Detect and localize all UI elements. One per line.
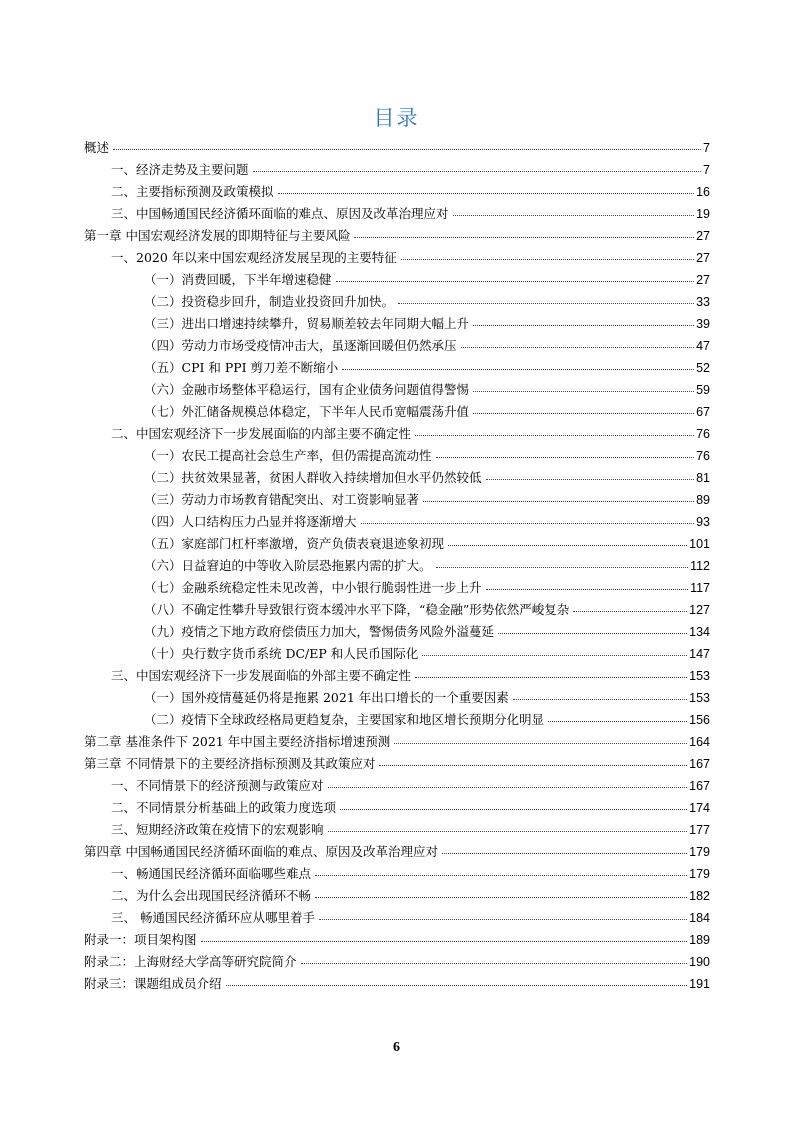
toc-entry-page: 184	[689, 911, 710, 925]
toc-entry-page: 134	[689, 625, 710, 639]
toc-entry[interactable]	[84, 291, 710, 313]
toc-entry[interactable]	[84, 313, 710, 335]
dot-leader	[498, 619, 687, 634]
toc-entry-label: 第四章 中国畅通国民经济循环面临的难点、原因及改革治理应对	[84, 844, 438, 859]
dot-leader	[301, 949, 688, 964]
dot-leader	[336, 267, 695, 282]
toc-entry[interactable]	[84, 731, 710, 753]
toc-entry-label: 二、不同情景分析基础上的政策力度选项	[111, 800, 337, 815]
toc-entry-page: 67	[696, 405, 710, 419]
toc-entry-page: 153	[689, 691, 710, 705]
toc-entry-page: 117	[690, 581, 710, 595]
dot-leader	[398, 289, 694, 304]
toc-entry-page: 189	[689, 933, 710, 947]
toc-entry[interactable]	[84, 357, 710, 379]
toc-entry[interactable]	[84, 511, 710, 533]
toc-entry-label: （六）日益窘迫的中等收入阶层恐拖累内需的扩大。	[144, 558, 432, 573]
table-of-contents	[84, 137, 710, 995]
toc-entry[interactable]	[84, 665, 710, 687]
toc-entry-page: 167	[689, 779, 710, 793]
toc-entry-page: 19	[696, 207, 710, 221]
toc-entry-page: 7	[703, 163, 710, 177]
dot-leader	[513, 685, 687, 700]
toc-entry[interactable]	[84, 907, 710, 929]
toc-entry[interactable]	[84, 841, 710, 863]
toc-entry[interactable]	[84, 621, 710, 643]
toc-entry-label: （四）人口结构压力凸显并将逐渐增大	[144, 514, 357, 529]
toc-entry-label: （三）进出口增速持续攀升，贸易顺差较去年同期大幅上升	[144, 316, 470, 331]
toc-entry-label: 三、中国畅通国民经济循环面临的难点、原因及改革治理应对	[111, 206, 449, 221]
toc-entry-page: 174	[689, 801, 710, 815]
toc-entry-page: 33	[696, 295, 710, 309]
toc-entry-page: 147	[689, 647, 710, 661]
toc-entry-page: 177	[689, 823, 710, 837]
dot-leader	[548, 707, 687, 722]
dot-leader	[473, 399, 694, 414]
dot-leader	[486, 465, 695, 480]
toc-entry-label: （五）CPI 和 PPI 剪刀差不断缩小	[144, 360, 339, 375]
toc-entry-label: （九）疫情之下地方政府偿债压力加大，警惕债务风险外溢蔓延	[144, 624, 495, 639]
toc-entry[interactable]	[84, 555, 710, 577]
toc-entry[interactable]	[84, 863, 710, 885]
dot-leader	[278, 179, 695, 194]
dot-leader	[573, 597, 687, 612]
toc-entry-label: 三、 畅通国民经济循环应从哪里着手	[111, 910, 315, 925]
toc-entry-label: 概述	[84, 140, 110, 155]
toc-entry-label: 二、主要指标预测及政策模拟	[111, 184, 274, 199]
toc-entry-label: （七）金融系统稳定性未见改善，中小银行脆弱性进一步上升	[144, 580, 482, 595]
toc-entry-page: 164	[689, 735, 710, 749]
dot-leader	[315, 883, 687, 898]
toc-entry-label: （一）消费回暖，下半年增速稳健	[144, 272, 332, 287]
toc-entry-label: 第三章 不同情景下的主要经济指标预测及其政策应对	[84, 756, 376, 771]
toc-entry-label: 三、短期经济政策在疫情下的宏观影响	[111, 822, 324, 837]
toc-entry-page: 27	[696, 273, 710, 287]
toc-entry-label: （七）外汇储备规模总体稳定，下半年人民币宽幅震荡升值	[144, 404, 470, 419]
dot-leader	[422, 641, 687, 656]
toc-entry-page: 16	[696, 185, 710, 199]
toc-entry-page: 167	[689, 757, 710, 771]
dot-leader	[486, 575, 689, 590]
toc-entry[interactable]	[84, 467, 710, 489]
toc-entry[interactable]	[84, 203, 710, 225]
toc-entry-page: 89	[696, 493, 710, 507]
dot-leader	[394, 729, 687, 744]
toc-entry[interactable]	[84, 577, 710, 599]
toc-entry[interactable]	[84, 423, 710, 445]
toc-entry-page: 59	[696, 383, 710, 397]
toc-entry-label: 一、不同情景下的经济预测与政策应对	[111, 778, 324, 793]
toc-entry[interactable]	[84, 687, 710, 709]
toc-entry[interactable]	[84, 159, 710, 181]
dot-leader	[354, 223, 694, 238]
toc-entry-page: 127	[689, 603, 710, 617]
toc-entry-label: 第二章 基准条件下 2021 年中国主要经济指标增速预测	[84, 734, 391, 749]
toc-entry-label: （四）劳动力市场受疫情冲击大，虽逐渐回暖但仍然承压	[144, 338, 457, 353]
toc-title: 目录	[373, 106, 420, 130]
toc-entry-page: 153	[689, 669, 710, 683]
toc-entry-page: 52	[696, 361, 710, 375]
toc-entry-page: 39	[696, 317, 710, 331]
toc-entry[interactable]	[84, 445, 710, 467]
toc-entry[interactable]	[84, 137, 710, 159]
toc-entry-page: 76	[696, 449, 710, 463]
dot-leader	[226, 971, 688, 986]
toc-entry-label: （五）家庭部门杠杆率激增，资产负债表衰退迹象初现	[144, 536, 445, 551]
toc-entry-page: 47	[696, 339, 710, 353]
dot-leader	[319, 905, 687, 920]
dot-leader	[315, 861, 687, 876]
dot-leader	[461, 333, 695, 348]
toc-entry-label: 附录一：项目架构图	[84, 932, 197, 947]
dot-leader	[201, 927, 688, 942]
toc-entry-label: （二）投资稳步回升，制造业投资回升加快。	[144, 294, 395, 309]
toc-entry[interactable]	[84, 181, 710, 203]
toc-entry[interactable]	[84, 533, 710, 555]
toc-entry[interactable]	[84, 929, 710, 951]
toc-entry[interactable]	[84, 269, 710, 291]
toc-entry-page: 7	[703, 141, 710, 155]
toc-entry[interactable]	[84, 401, 710, 423]
toc-entry[interactable]	[84, 335, 710, 357]
toc-entry-page: 27	[696, 229, 710, 243]
toc-entry[interactable]	[84, 951, 710, 973]
dot-leader	[453, 201, 695, 216]
toc-entry-label: （八）不确定性攀升导致银行资本缓冲水平下降，“稳金融”形势依然严峻复杂	[144, 602, 570, 617]
dot-leader	[379, 751, 687, 766]
dot-leader	[342, 355, 694, 370]
toc-entry-label: （三）劳动力市场教育错配突出、对工资影响显著	[144, 492, 420, 507]
dot-leader	[340, 795, 687, 810]
toc-entry-label: 一、经济走势及主要问题	[111, 162, 249, 177]
dot-leader	[328, 817, 688, 832]
toc-entry[interactable]	[84, 973, 710, 995]
toc-entry-label: （二）疫情下全球政经格局更趋复杂，主要国家和地区增长预期分化明显	[144, 712, 545, 727]
toc-entry-label: （一）国外疫情蔓延仍将是拖累 2021 年出口增长的一个重要因素	[144, 690, 509, 705]
toc-entry[interactable]	[84, 885, 710, 907]
dot-leader	[361, 509, 695, 524]
toc-entry-page: 179	[689, 845, 710, 859]
toc-entry[interactable]	[84, 489, 710, 511]
toc-entry-label: 附录三：课题组成员介绍	[84, 976, 222, 991]
dot-leader	[415, 663, 687, 678]
toc-entry[interactable]	[84, 225, 710, 247]
toc-entry[interactable]	[84, 379, 710, 401]
toc-entry-page: 112	[690, 559, 710, 573]
toc-entry[interactable]	[84, 797, 710, 819]
toc-entry-page: 101	[689, 537, 710, 551]
toc-entry[interactable]	[84, 643, 710, 665]
toc-entry-page: 81	[696, 471, 710, 485]
dot-leader	[473, 377, 694, 392]
toc-entry-label: 二、中国宏观经济下一步发展面临的内部主要不确定性	[111, 426, 412, 441]
dot-leader	[442, 839, 687, 854]
toc-entry[interactable]	[84, 709, 710, 731]
toc-entry[interactable]	[84, 775, 710, 797]
dot-leader	[436, 443, 695, 458]
toc-entry-label: （十）央行数字货币系统 DC/EP 和人民币国际化	[144, 646, 419, 661]
dot-leader	[113, 135, 701, 150]
toc-entry-page: 191	[689, 977, 710, 991]
toc-entry-label: 附录二：上海财经大学高等研究院简介	[84, 954, 297, 969]
dot-leader	[448, 531, 687, 546]
dot-leader	[415, 421, 694, 436]
toc-entry-label: （一）农民工提高社会总生产率，但仍需提高流动性	[144, 448, 432, 463]
toc-entry-page: 190	[689, 955, 710, 969]
toc-entry-label: （六）金融市场整体平稳运行，国有企业债务问题值得警惕	[144, 382, 470, 397]
toc-entry-label: 第一章 中国宏观经济发展的即期特征与主要风险	[84, 228, 351, 243]
toc-entry-page: 179	[689, 867, 710, 881]
dot-leader	[401, 245, 694, 260]
dot-leader	[328, 773, 688, 788]
toc-entry[interactable]	[84, 753, 710, 775]
toc-entry[interactable]	[84, 247, 710, 269]
dot-leader	[436, 553, 689, 568]
page-number: 6	[393, 1040, 400, 1055]
toc-entry-label: 二、为什么会出现国民经济循环不畅	[111, 888, 312, 903]
dot-leader	[253, 157, 702, 172]
toc-entry-page: 156	[689, 713, 710, 727]
dot-leader	[473, 311, 694, 326]
toc-entry-label: 三、中国宏观经济下一步发展面临的外部主要不确定性	[111, 668, 412, 683]
toc-entry-page: 76	[696, 427, 710, 441]
toc-entry-label: （二）扶贫效果显著，贫困人群收入持续增加但水平仍然较低	[144, 470, 482, 485]
toc-entry-page: 27	[696, 251, 710, 265]
toc-entry[interactable]	[84, 819, 710, 841]
toc-entry[interactable]	[84, 599, 710, 621]
dot-leader	[423, 487, 694, 502]
toc-entry-label: 一、畅通国民经济循环面临哪些难点	[111, 866, 312, 881]
toc-entry-page: 182	[689, 889, 710, 903]
toc-entry-page: 93	[696, 515, 710, 529]
toc-entry-label: 一、2020 年以来中国宏观经济发展呈现的主要特征	[111, 250, 397, 265]
